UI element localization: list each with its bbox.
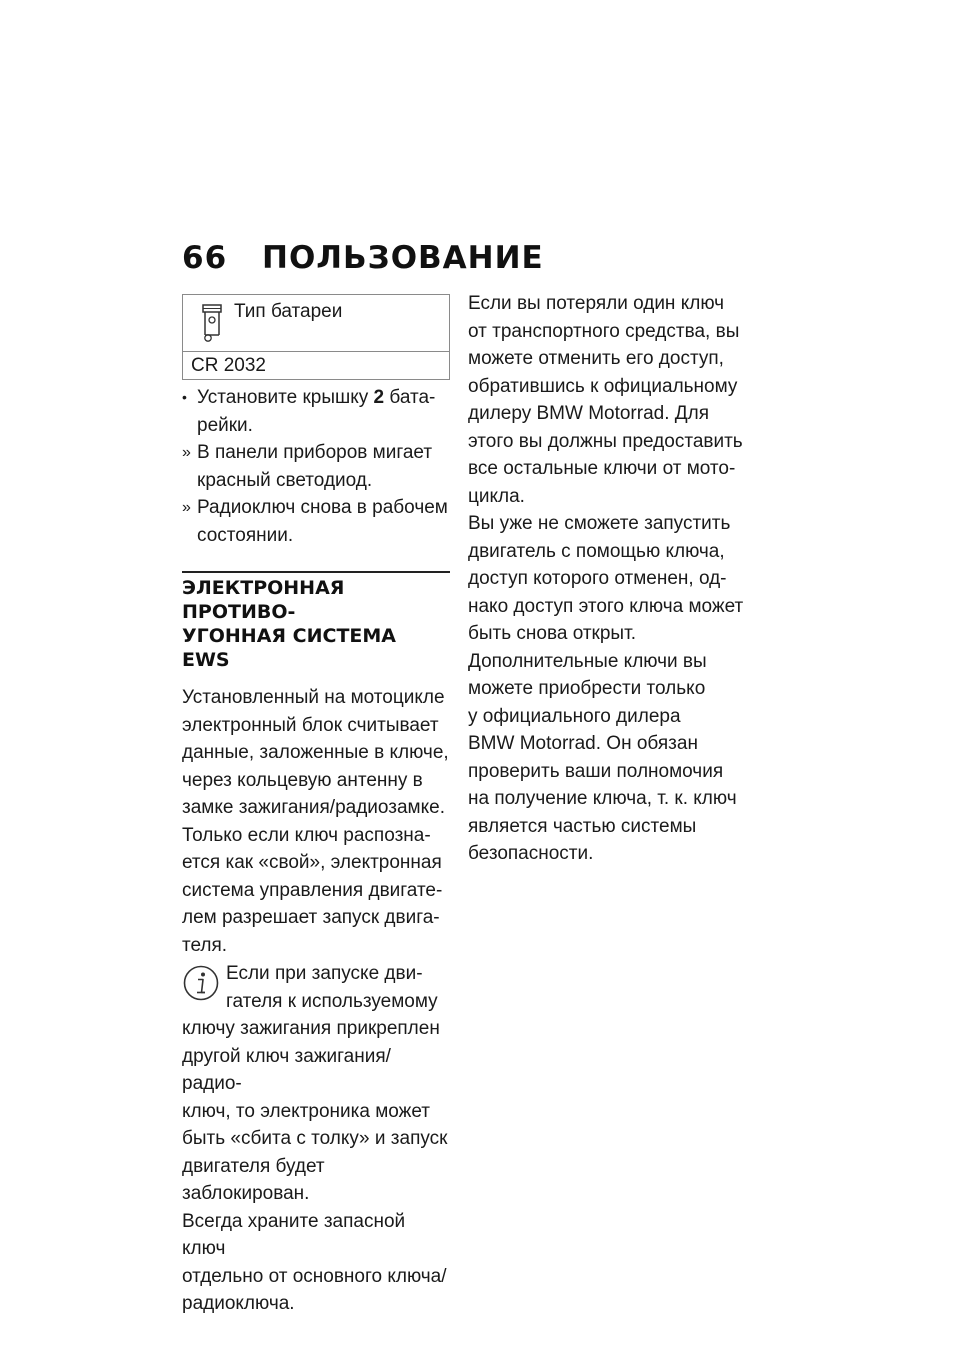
page-number: 66 xyxy=(182,240,228,276)
battery-type-label: Тип батареи xyxy=(234,301,343,322)
callout-ref: 2 xyxy=(373,387,385,408)
info-icon xyxy=(182,964,220,1002)
result-text: Радиоключ снова в рабочем состоянии. xyxy=(197,497,448,546)
page-header xyxy=(182,240,544,276)
step-install-cover xyxy=(182,384,450,439)
battery-type-value: CR 2032 xyxy=(191,355,266,376)
ews-description: Установленный на мотоцикле электронный блок считывает данные, заложенные в ключе, через кольцевую антенну в замке зажигания/радиозамке. Только если ключ распозна- ется как «свой», электронная система управления двигате- лем разрешает запуск двига- теля. xyxy=(182,687,449,956)
revoked-key-paragraph: Вы уже не сможете запустить двигатель с помощью ключа, доступ которого отменен, од- нако доступ этого ключа может быть снова открыт. xyxy=(468,513,744,644)
steps-list xyxy=(182,384,450,549)
section-divider xyxy=(182,571,450,573)
page-title: ПОЛЬЗОВАНИЕ xyxy=(262,240,544,276)
note-text-rest: ключу зажигания прикреплен другой ключ зажигания/радио- ключ, то электроника может быть «сбита с толку» и запуск двигателя будет заблокирован. Всегда храните запасной ключ отдельно от основного ключа/ радиоключа. xyxy=(182,1018,448,1314)
result-marker: » xyxy=(182,499,191,516)
result-marker: » xyxy=(182,444,191,461)
battery-icon xyxy=(199,303,225,343)
battery-table xyxy=(182,294,450,380)
additional-keys-paragraph: Дополнительные ключи вы можете приобрести только у официального дилера BMW Motorrad. Он обязан проверить ваши полномочия на получение ключа, т. к. ключ является частью системы безопасности. xyxy=(468,650,737,864)
battery-table-header xyxy=(183,295,449,352)
right-column xyxy=(468,290,748,868)
step-text: Установите крышку xyxy=(197,387,374,408)
left-column xyxy=(182,294,450,1318)
bullet-marker: • xyxy=(182,389,187,405)
note-text-start: Если при запуске дви- гателя к используемому xyxy=(226,963,438,1012)
result-text: В панели приборов мигает красный светодиод. xyxy=(197,442,433,491)
section-heading: ЭЛЕКТРОННАЯ ПРОТИВО- УГОННАЯ СИСТЕМА EWS xyxy=(182,577,397,671)
result-key-working xyxy=(182,494,450,549)
step-text-rest: бата- рейки. xyxy=(197,387,436,436)
result-led-blinks xyxy=(182,439,450,494)
info-note xyxy=(182,960,450,1318)
lost-key-paragraph: Если вы потеряли один ключ от транспортного средства, вы можете отменить его доступ, обратившись к официальному дилеру BMW Motorrad. Для этого вы должны предоставить все остальные ключи от мото- цикла. xyxy=(468,293,743,507)
